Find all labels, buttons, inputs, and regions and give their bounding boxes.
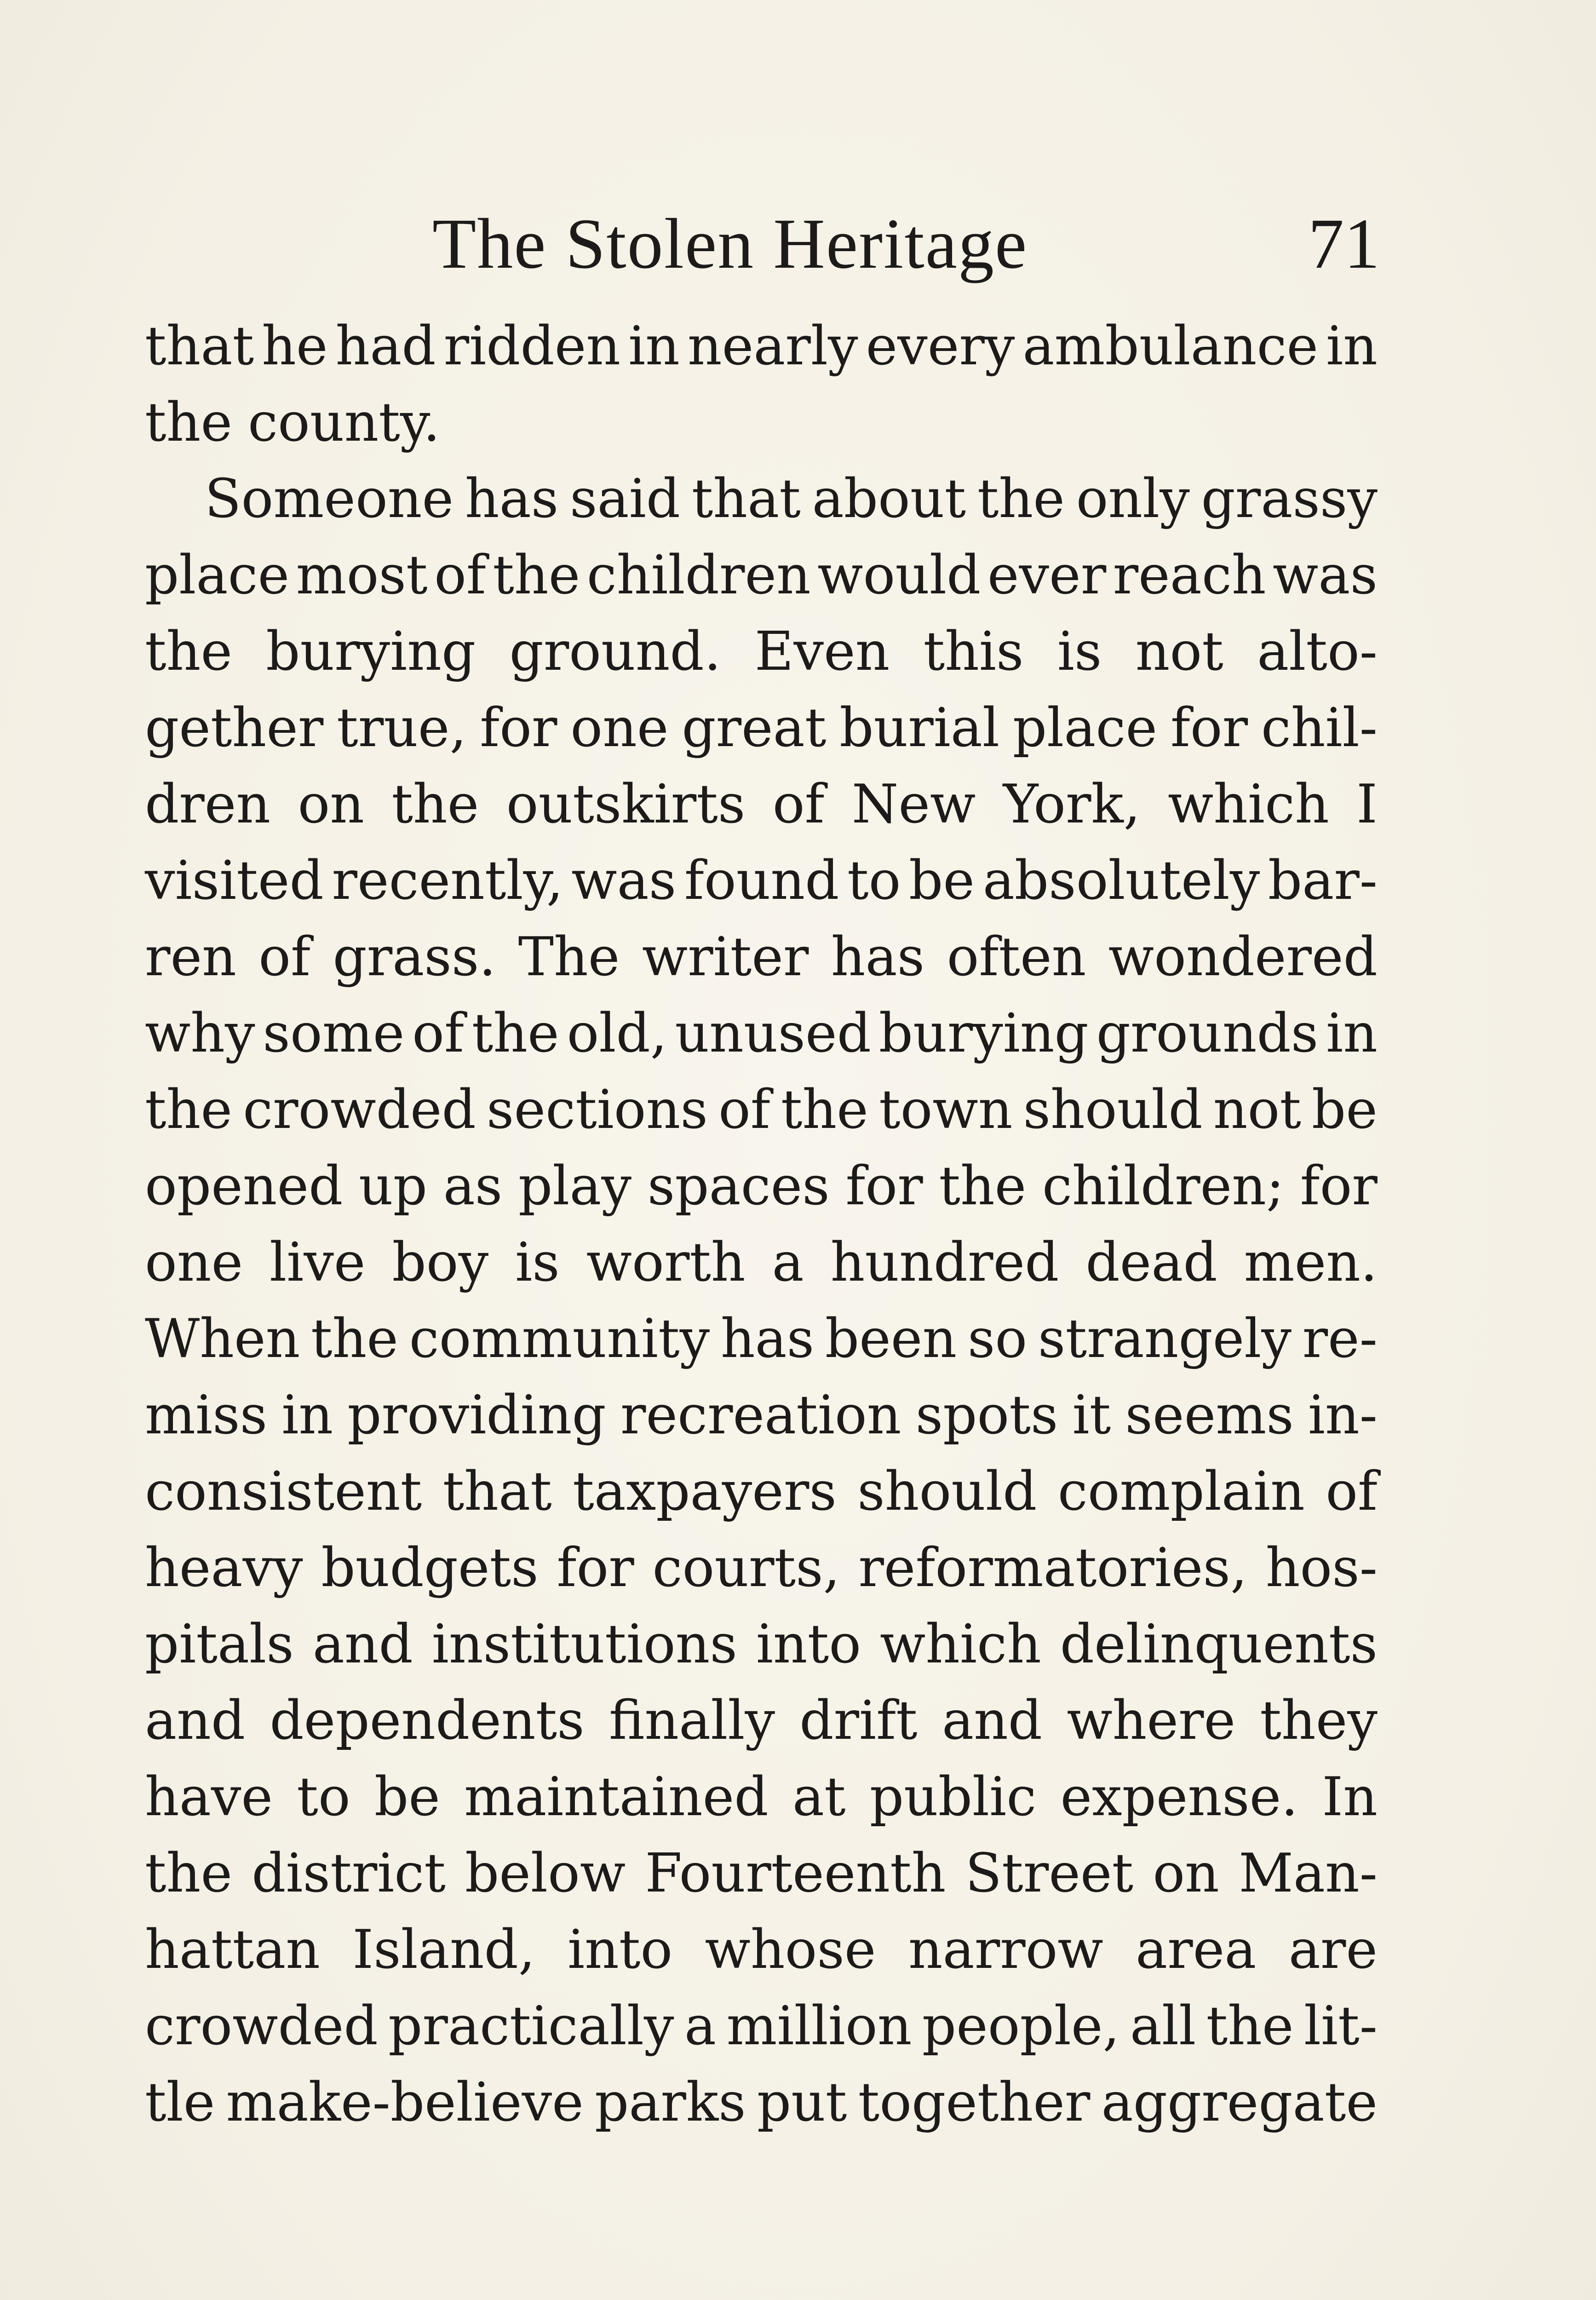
word: in [1326,1002,1378,1064]
word: district [252,1842,446,1904]
word: that [691,468,801,530]
word: has [831,926,925,988]
word: for [845,1155,923,1217]
word: at [792,1766,846,1828]
word: outskirts [506,773,746,835]
word: aggregate [1101,2071,1378,2133]
text-line [145,537,1378,614]
word: unused [675,1002,871,1064]
word: dead [1085,1231,1217,1294]
word: budgets [321,1537,539,1599]
word: the [471,1002,559,1064]
word: spots [915,1384,1058,1446]
word: institutions [431,1613,737,1675]
text-line [145,614,1378,690]
word: expense. [1060,1766,1298,1828]
word: on [298,773,364,835]
text-line [145,1530,1378,1606]
word: where [1067,1690,1236,1752]
word: the [145,1842,232,1904]
word: and [942,1690,1043,1752]
word: the [493,544,580,606]
word: wondered [1108,926,1378,988]
word: opened [145,1155,343,1217]
text-line [145,1301,1378,1377]
running-head [143,198,1380,290]
word: delinquents [1060,1613,1378,1675]
word: not [1213,1079,1301,1141]
word: place [145,544,290,606]
word: every [866,315,1015,377]
word: often [947,926,1086,988]
word: why [145,1002,255,1064]
word: together [858,2071,1091,2133]
word: of [718,1079,770,1141]
text-line [145,1454,1378,1530]
text-line [145,385,1378,461]
word: found [684,850,839,912]
word: be [909,850,975,912]
word: grass. [333,926,496,988]
word: burying [266,621,476,683]
word: public [869,1766,1037,1828]
text-line [145,1988,1378,2064]
word: had [335,315,436,377]
word: for [480,697,557,759]
word: make-believe [226,2071,584,2133]
word: ambulance [1022,315,1319,377]
word: great [682,697,827,759]
word: was [571,850,677,912]
word: reformatories, [858,1537,1247,1599]
word: that [442,1460,552,1523]
word: has [465,468,559,530]
word: a [684,1995,717,2057]
text-line [145,1606,1378,1683]
text-line [145,995,1378,1072]
word: New [851,773,976,835]
word: reach [1113,544,1266,606]
word: ever [987,544,1107,606]
word: it [1072,1384,1111,1446]
word: people, [922,1995,1120,2057]
word: is [515,1231,560,1294]
word: to [297,1766,350,1828]
word: is [1057,621,1102,683]
word: providing [347,1384,606,1446]
word: that [145,315,254,377]
word: only [1076,468,1190,530]
word: York, [1003,773,1141,835]
text-line [145,843,1378,919]
word: Island, [352,1919,535,1981]
word: ren [145,926,236,988]
word: absolutely [982,850,1260,912]
word: of [258,926,311,988]
page-number: 71 [1308,204,1380,283]
word: the [781,1079,868,1141]
word: into [756,1613,861,1675]
word: chil- [1261,697,1378,759]
word: would [817,544,981,606]
text-line [145,1225,1378,1301]
word: dependents [270,1690,585,1752]
word: in [628,315,680,377]
word: was [1273,544,1378,606]
word: be [374,1766,440,1828]
word: all [1130,1995,1196,2057]
word: been [825,1308,957,1370]
word: Man- [1239,1842,1378,1904]
word: most [296,544,428,606]
word: ridden [443,315,621,377]
word: up [359,1155,427,1217]
word: a [772,1231,804,1294]
text-line [145,766,1378,843]
word: should [857,1460,1037,1523]
word: grassy [1201,468,1378,530]
word: on [1153,1842,1219,1904]
word: and [145,1690,246,1752]
word: in [281,1384,333,1446]
word: he [262,315,328,377]
text-line [145,308,1378,385]
word: practically [388,1995,674,2057]
word: burying [878,1002,1089,1064]
text-line [145,1835,1378,1912]
word: county. [247,391,440,454]
word: drift [799,1690,918,1752]
word: sections [486,1079,708,1141]
word: into [567,1919,673,1981]
word: the [145,1079,232,1141]
word: about [812,468,966,530]
word: The [518,926,620,988]
word: of [434,544,486,606]
word: one [570,697,669,759]
word: spaces [647,1155,830,1217]
word: in [1326,315,1378,377]
word: children [586,544,811,606]
word: not [1135,621,1223,683]
word: so [967,1308,1028,1370]
word: hattan [145,1919,320,1981]
word: tle [145,2071,215,2133]
word: burial [839,697,1000,759]
word: complain [1057,1460,1305,1523]
word: which [1168,773,1329,835]
word: the [939,1155,1027,1217]
word: live [270,1231,366,1294]
word: recently, [332,850,563,912]
word: and [312,1613,413,1675]
text-line [145,1759,1378,1835]
word: seems [1125,1384,1294,1446]
word: below [465,1842,626,1904]
word: for [557,1537,634,1599]
word: parks [594,2071,746,2133]
word: have [145,1766,273,1828]
word: heavy [145,1537,303,1599]
word: bar- [1268,850,1378,912]
word: Someone [205,468,454,530]
word: hundred [830,1231,1059,1294]
word: true, [337,697,467,759]
word: nearly [687,315,858,377]
word: narrow [908,1919,1103,1981]
word: in- [1308,1384,1378,1446]
word: the [145,621,232,683]
word: be [1312,1079,1378,1141]
word: some [263,1002,405,1064]
word: grounds [1096,1002,1319,1064]
word: play [518,1155,632,1217]
word: finally [609,1690,775,1752]
word: children; [1042,1155,1284,1217]
word: consistent [145,1460,422,1523]
word: writer [642,926,809,988]
word: old, [567,1002,667,1064]
word: should [1023,1079,1203,1141]
text-line [145,1912,1378,1988]
word: for [1300,1155,1378,1217]
word: this [923,621,1024,683]
word: strangely [1038,1308,1292,1370]
word: re- [1302,1308,1378,1370]
word: In [1322,1766,1378,1828]
word: area [1136,1919,1257,1981]
word: to [847,850,901,912]
word: one [145,1231,243,1294]
word: courts, [652,1537,840,1599]
word: community [409,1308,710,1370]
word: whose [705,1919,876,1981]
word: ground. [509,621,721,683]
word: million [726,1995,912,2057]
word: pitals [145,1613,294,1675]
word: the [977,468,1065,530]
word: men. [1244,1231,1378,1294]
word: as [443,1155,503,1217]
word: gether [145,697,324,759]
word: crowded [145,1995,378,2057]
word: hos- [1265,1537,1378,1599]
word: for [1170,697,1248,759]
word: town [878,1079,1013,1141]
word: Even [754,621,890,683]
text-line [145,1377,1378,1454]
body-text [145,308,1378,2141]
text-line [145,1072,1378,1148]
word: the [310,1308,398,1370]
word: of [772,773,825,835]
word: miss [145,1384,268,1446]
word: worth [586,1231,746,1294]
word: said [570,468,681,530]
word: dren [145,773,271,835]
text-line [145,919,1378,995]
word: the [391,773,479,835]
running-title: The Stolen Heritage [432,204,1028,283]
word: lit- [1303,1995,1378,2057]
word: recreation [620,1384,901,1446]
word: has [720,1308,815,1370]
text-line [145,1148,1378,1225]
text-line [145,461,1378,537]
word: the [1206,1995,1294,2057]
word: boy [392,1231,489,1294]
text-line [145,690,1378,766]
word: alto- [1257,621,1378,683]
word: taxpayers [573,1460,837,1523]
word: the [145,391,232,454]
word: put [757,2071,847,2133]
word: they [1260,1690,1378,1752]
word: which [880,1613,1041,1675]
word: of [412,1002,464,1064]
text-line [145,1683,1378,1759]
word: Street [965,1842,1134,1904]
word: are [1288,1919,1378,1981]
word: visited [145,850,324,912]
word: Fourteenth [645,1842,946,1904]
word: of [1326,1460,1378,1523]
text-line [145,2064,1378,2141]
word: I [1356,773,1378,835]
word: place [1012,697,1157,759]
word: maintained [464,1766,769,1828]
word: When [145,1308,300,1370]
word: crowded [243,1079,476,1141]
